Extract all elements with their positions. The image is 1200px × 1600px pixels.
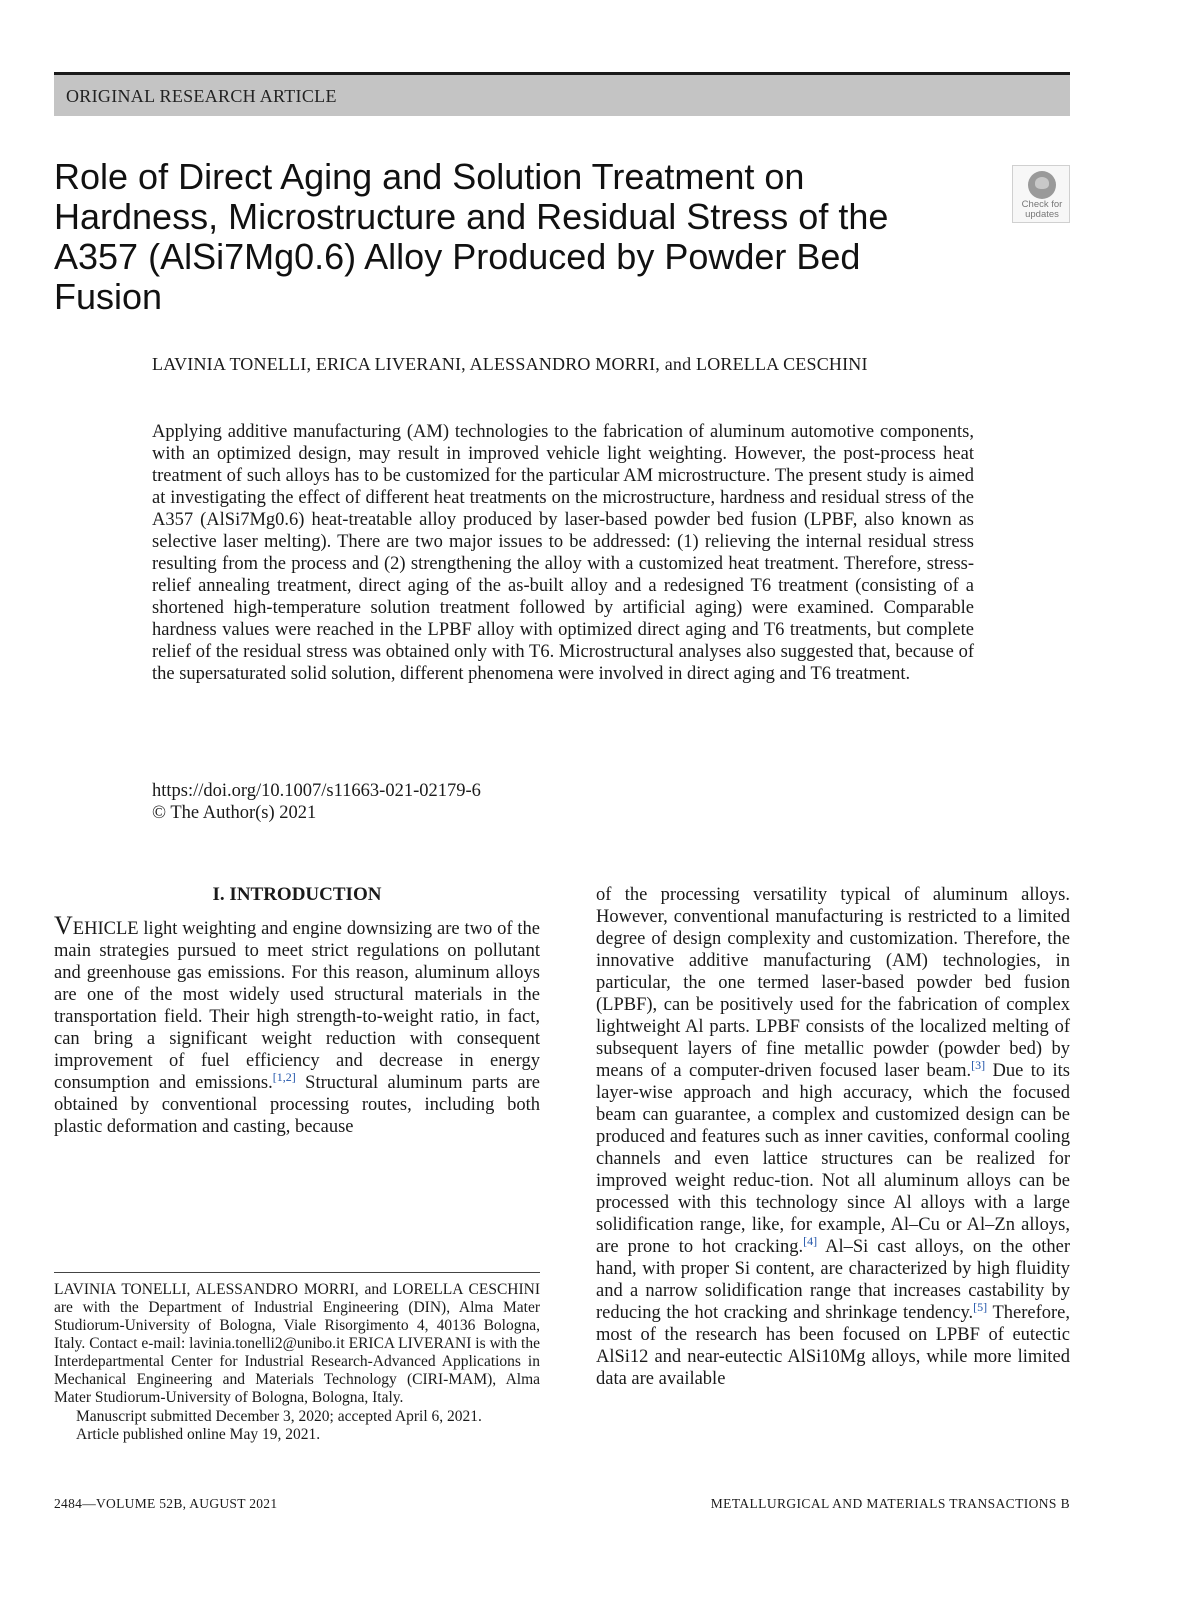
article-title: Role of Direct Aging and Solution Treatment on Hardness, Microstructure and Residual Stress of the A357 (AlSi7Mg0.6) Alloy Produced by Powder Bed Fusion bbox=[54, 156, 889, 317]
citation-link[interactable]: [1,2] bbox=[272, 1069, 296, 1084]
published-online-note: Article published online May 19, 2021. bbox=[76, 1426, 321, 1443]
footnote-divider bbox=[54, 1272, 540, 1273]
citation-link[interactable]: [3] bbox=[971, 1057, 986, 1072]
doi-link[interactable]: https://doi.org/10.1007/s11663-021-02179-6 bbox=[152, 781, 481, 801]
intro-text-left-1: EHICLE light weighting and engine downsizing are two of the main strategies pursued to meet strict regulations on pollutant and greenhouse gas emissions. For this reason, aluminum alloys are one of the most widely used structural materials in the transportation field. Their high strength-to-weight ratio, in fact, can bring a significant weight reduction with consequent improvement of fuel efficiency and decrease in energy consumption and emissions. bbox=[54, 919, 540, 1093]
intro-text-right-2: Due to its layer-wise approach and high accuracy, which the focused beam can guarantee, a complex and customized design can be produced and features such as inner cavities, conformal cooling channels and even lattice structures can be realized for improved weight reduc-tion. Not all aluminum alloys can be processed with this technology since Al alloys with a large solidification range, like, for example, Al–Cu or Al–Zn alloys, are prone to hot cracking. bbox=[596, 1061, 1070, 1257]
intro-paragraph-right bbox=[596, 884, 1070, 1390]
section-heading-introduction: I. INTRODUCTION bbox=[212, 884, 382, 905]
intro-text-right-4: Therefore, most of the research has been focused on LPBF of eutectic AlSi12 and near-eutectic AlSi10Mg alloys, while more limited data are available bbox=[596, 1303, 1070, 1389]
article-type-bar bbox=[54, 72, 1070, 116]
intro-text-right-3: Al–Si cast alloys, on the other hand, with proper Si content, are characterized by high fluidity and a narrow solidification range that increases castability by reducing the hot cracking and shrinkage tendency. bbox=[596, 1237, 1070, 1323]
intro-text-right-1: of the processing versatility typical of aluminum alloys. However, conventional manufacturing is restricted to a limited degree of design complexity and customization. Therefore, the innovative additive manufacturing (AM) technologies, in particular, the one termed laser-based powder bed fusion (LPBF), can be positively used for the fabrication of complex lightweight Al parts. LPBF consists of the localized melting of subsequent layers of fine metallic powder (powder bed) by means of a computer-driven focused laser beam. bbox=[596, 885, 1070, 1081]
author-list: LAVINIA TONELLI, ERICA LIVERANI, ALESSANDRO MORRI, and LORELLA CESCHINI bbox=[152, 354, 868, 374]
abstract: Applying additive manufacturing (AM) technologies to the fabrication of aluminum automotive components, with an optimized design, may result in improved vehicle light weighting. However, the post-process heat treatment of such alloys has to be customized for the particular AM microstructure. The present study is aimed at investigating the effect of different heat treatments on the microstructure, hardness and residual stress of the A357 (AlSi7Mg0.6) heat-treatable alloy produced by laser-based powder bed fusion (LPBF, also known as selective laser melting). There are two major issues to be addressed: (1) relieving the internal residual stress resulting from the process and (2) strengthening the alloy with a customized heat treatment. Therefore, stress-relief annealing treatment, direct aging of the as-built alloy and a redesigned T6 treatment (consisting of a shortened high-temperature solution treatment followed by artificial aging) were examined. Comparable hardness values were reached in the LPBF alloy with optimized direct aging and T6 treatments, but complete relief of the residual stress was obtained only with T6. Microstructural analyses also suggested that, because of the supersaturated solid solution, different phenomena were involved in direct aging and T6 treatment. bbox=[152, 422, 974, 684]
copyright-notice: © The Author(s) 2021 bbox=[152, 803, 317, 823]
drop-cap: V bbox=[54, 911, 73, 940]
manuscript-submitted-note: Manuscript submitted December 3, 2020; accepted April 6, 2021. bbox=[76, 1408, 482, 1425]
check-for-updates-icon bbox=[1028, 171, 1056, 199]
intro-text-left-2: Structural aluminum parts are obtained by conventional processing routes, including both plastic deformation and casting, because bbox=[54, 1073, 540, 1137]
citation-link[interactable]: [4] bbox=[803, 1233, 818, 1248]
citation-link[interactable]: [5] bbox=[973, 1299, 988, 1314]
affiliation-footnote: LAVINIA TONELLI, ALESSANDRO MORRI, and LORELLA CESCHINI are with the Department of Industrial Engineering (DIN), Alma Mater Studiorum-University of Bologna, Viale Risorgimento 4, 40136 Bologna, Italy. Contact e-mail: lavinia.tonelli2@unibo.it ERICA LIVERANI is with the Interdepartmental Center for Industrial Research-Advanced Applications in Mechanical Engineering and Materials Technology (CIRI-MAM), Alma Mater Studiorum-University of Bologna, Bologna, Italy. bbox=[54, 1281, 540, 1406]
footer-journal-name: METALLURGICAL AND MATERIALS TRANSACTIONS B bbox=[710, 1496, 1070, 1511]
intro-paragraph-left bbox=[54, 911, 540, 1138]
check-for-updates-button[interactable] bbox=[1012, 165, 1070, 223]
article-type-label: ORIGINAL RESEARCH ARTICLE bbox=[66, 86, 337, 106]
footer-volume-info: 2484—VOLUME 52B, AUGUST 2021 bbox=[54, 1496, 278, 1511]
check-for-updates-label: Check for updates bbox=[1021, 199, 1063, 220]
